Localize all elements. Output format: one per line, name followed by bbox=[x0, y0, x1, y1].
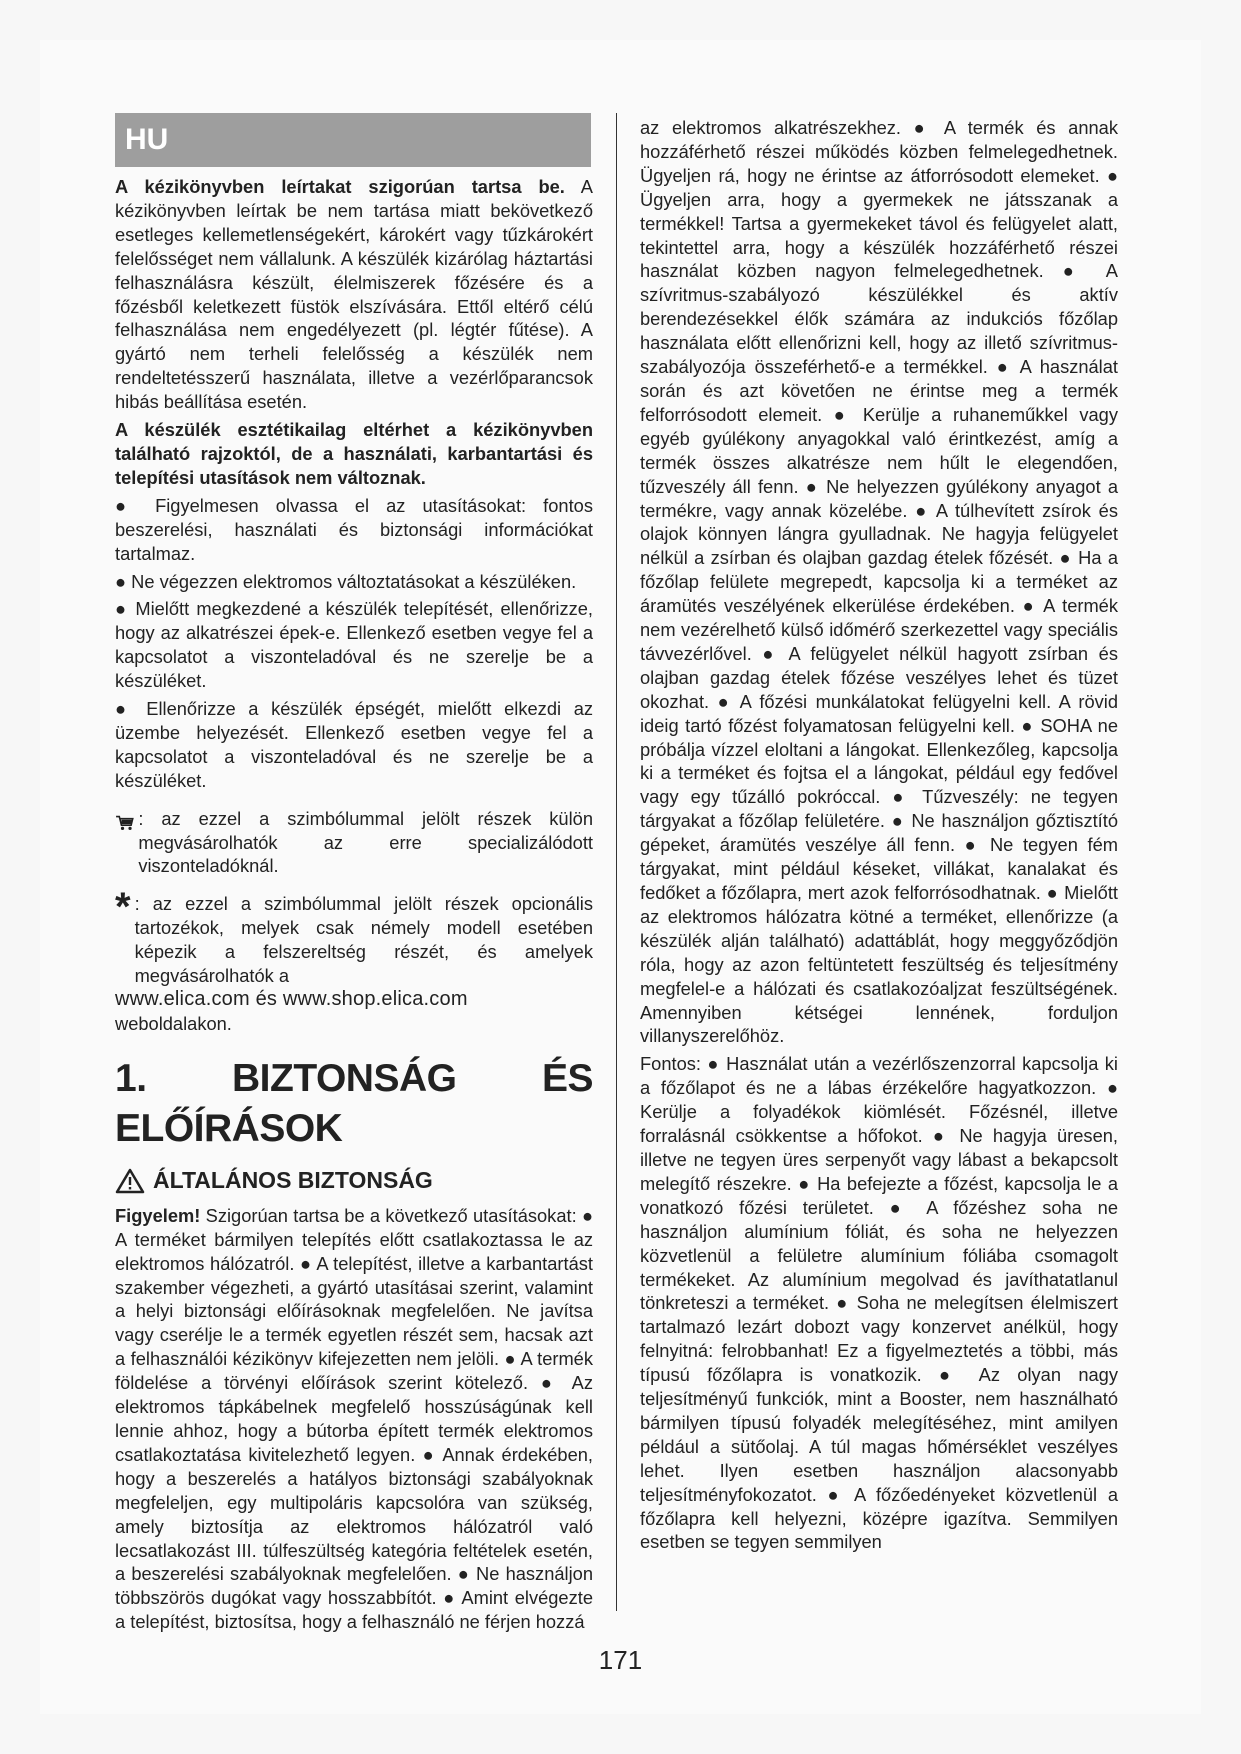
column-divider bbox=[616, 113, 617, 1611]
warning-triangle-icon bbox=[115, 1168, 145, 1194]
bullet-check-parts: ● Mielőtt megkezdené a készülék telepítését, ellenőrizze, hogy az alkatrészei épek-e. Ellenkező esetben vegye fel a kapcsolatot a viszonteladóval és ne szerelje be a készüléket. bbox=[115, 598, 593, 692]
important-paragraph: Fontos: ● Használat után a vezérlőszenzorral kapcsolja ki a főzőlapot és ne a lábas érzékelőre hagyatkozzon. ● Kerülje a folyadékok kiömlését. Főzésnél, illetve forralásnál csökkentse a hőfokot. ● Ne hagyja üresen, illetve ne tegyen üres serpenyőt vagy lábast a bekapcsolt melegítő részekre. ● Ha befejezte a főzést, kapcsolja le a vonatkozó főzési területet. ● A főzéshez soha ne használjon alumínium fóliát, és soha ne helyezzen közvetlenül a felületre alumínium fóliába csomagolt termékeket. Az alumínium megolvad és javíthatatlanul tönkreteszi a terméket. ● Soha ne melegítsen élelmiszert tartalmazó lezárt dobozt vagy konzervet anélkül, hogy felnyitná: felrobbanhat! Ez a figyelmeztetés a többi, más típusú főzőlapra is vonatkozik. ● Az olyan nagy teljesítményű funkciók, mint a Booster, nem használható bármilyen típusú folyadék melegítéséhez, mint amilyen például a sütőolaj. A túl magas hőmérséklet veszélyes lehet. Ilyen esetben használjon alacsonyabb teljesítményfokozatot. ● A főzőedényeket közvetlenül a főzőlapra kell helyezni, középre igazítva. Semmilyen esetben se tegyen semmilyen bbox=[640, 1053, 1118, 1553]
attention-text: Szigorúan tartsa be a következő utasításokat: ● A terméket bármilyen telepítés előtt csatlakoztassa le az elektromos hálózatról. ● A telepítést, illetve a karbantartást szakember végezheti, a gyártó utasításai szerint, valamint a helyi biztonsági előírásoknak megfelelően. Ne javítsa vagy cserélje le a termék egyetlen részét sem, hacsak azt a felhasználói kézikönyv kifejezetten nem jelöli. ● A termék földelése a törvényi előírások szerint kötelező. ● Az elektromos tápkábelnek megfelelő hosszúságúnak kell lennie ahhoz, hogy a bútorba épített termék elektromos csatlakoztatása kivitelezhető legyen. ● Annak érdekében, hogy a beszerelés a hatályos biztonsági szabályoknak megfeleljen, egy multipoláris kapcsolóra van szükség, amely biztosítja az elektromos hálózatról való lecsatlakozást III. túlfeszültség kategória feltételek esetén, a beszerelési szabályoknak megfelelően. ● Ne használjon többszörös dugókat vagy hosszabbítót. ● Amint elvégezte a telepítést, biztosítsa, hogy a felhasználó ne férjen hozzá bbox=[115, 1204, 593, 1633]
general-safety-heading bbox=[115, 1168, 593, 1194]
shop-urls: www.elica.com és www.shop.elica.com bbox=[115, 988, 468, 1010]
bullet-read-instructions: ● Figyelmesen olvassa el az utasításokat: fontos beszerelési, használati és biztonsági információkat tartalmaz. bbox=[115, 494, 593, 564]
general-safety-title: ÁLTALÁNOS BIZTONSÁG bbox=[153, 1166, 433, 1193]
safety-continued-paragraph: az elektromos alkatrészekhez. ● A termék és annak hozzáférhető részei működés közben felmelegedhetnek. Ügyeljen rá, hogy ne érintse az átforrósodott elemeket. ● Ügyeljen arra, hogy a gyermekek ne játsszanak a termékkel! Tartsa a gyermekeket távol és felügyelet alatt, tekintettel arra, hogy a készülék hozzáférhető részei használat közben nagyon felmelegedhetnek. ● A szívritmus-szabályozó készülékkel és aktív berendezésekkel élők számára az indukciós főzőlap használata előtt ellenőrizni kell, hogy az illető szívritmus-szabályozója összeférhető-e a termékkel. ● A használat során és azt követően ne érintse meg a termék felforrósodott elemeit. ● Kerülje a ruhaneműkkel vagy egyéb gyúlékony anyagokkal való érintkezést, amíg a termék összes alkatrésze nem hűlt le elegendően, tűzveszély áll fenn. ● Ne helyezzen gyúlékony anyagot a termékre, vagy annak közelébe. ● A túlhevített zsírok és olajok könnyen lángra gyulladnak. Ne hagyja felügyelet nélkül a zsírban és olajban gazdag ételek főzését. ● Ha a főzőlap felülete megrepedt, kapcsolja ki a terméket az áramütés veszélyének elkerülése érdekében. ● A termék nem vezérelhető külső időmérő szerkezettel vagy speciális távvezérlővel. ● A felügyelet nélkül hagyott zsírban és olajban gazdag ételek főzése veszélyes lehet és tüzet okozhat. ● A főzési munkálatokat felügyelni kell. A rövid ideig tartó főzést folyamatosan felügyelni kell. ● SOHA ne próbálja vízzel eloltani a lángokat. Ellenkezőleg, kapcsolja ki a terméket és fojtsa el a lángokat, például egy fedővel vagy egy tűzálló pokróccal. ● Tűzveszély: ne tegyen tárgyakat a főzőlap felületére. ● Ne használjon gőztisztító gépeket, áramütés veszélye áll fenn. ● Ne tegyen fém tárgyakat, mint például késeket, villákat, kanalakat és fedőket a főzőlapra, mert azok felforrósodhatnak. ● Mielőtt az elektromos hálózatra kötné a terméket, ellenőrizze (a készülék alján található) adattáblát, hogy meggyőződjön róla, hogy az azon feltüntetett feszültség és teljesítmény megfelel-e a hálózati és csatlakozóaljzat feszültségének. Amennyiben kétségei lennének, forduljon villanyszerelőhöz. bbox=[640, 117, 1118, 1047]
bullet-check-integrity: ● Ellenőrizze a készülék épségét, mielőtt elkezdi az üzembe helyezését. Ellenkező esetben vegye fel a kapcsolatot a viszonteladóval és ne szerelje be a készüléket. bbox=[115, 698, 593, 791]
attention-paragraph bbox=[115, 1204, 593, 1634]
section-title: 1. BIZTONSÁG ÉS ELŐÍRÁSOK bbox=[115, 1056, 593, 1150]
intro-bold: A kézikönyvben leírtakat szigorúan tartsa be. bbox=[115, 176, 565, 197]
right-column bbox=[640, 116, 1118, 1558]
star-symbol-note bbox=[115, 885, 593, 988]
language-header: HU bbox=[115, 113, 591, 167]
bullet-no-electrical-changes: ● Ne végezzen elektromos változtatásokat a készüléken. bbox=[115, 570, 577, 592]
attention-bold: Figyelem! bbox=[115, 1204, 201, 1226]
cart-symbol-text: : az ezzel a szimbólummal jelölt részek külön megvásárolhatók az erre specializálódott viszonteladóknál. bbox=[138, 807, 593, 877]
cart-symbol-note bbox=[115, 807, 593, 879]
intro-paragraph bbox=[115, 175, 593, 414]
asterisk-icon: * bbox=[115, 885, 131, 930]
page-number: 171 bbox=[598, 1645, 643, 1675]
aesthetic-note: A készülék esztétikailag eltérhet a kézikönyvben található rajzoktól, de a használati, karbantartási és telepítési utasítások nem változnak. bbox=[115, 419, 593, 488]
shop-urls-tail: weboldalakon. bbox=[115, 1012, 232, 1034]
left-column bbox=[115, 175, 593, 1638]
star-symbol-text: : az ezzel a szimbólummal jelölt részek opcionális tartozékok, melyek csak némely modell esetében képezik a felszereltség részét, és amelyek megvásárolhatók a bbox=[134, 893, 593, 987]
shopping-cart-icon bbox=[115, 807, 134, 839]
intro-text: A kézikönyvben leírtak be nem tartása miatt bekövetkező esetleges kellemetlenségekért, károkért vagy tűzkárokért felelősséget nem vállalunk. A készülék kizárólag háztartási felhasználásra készült, élelmiszerek főzésére és a főzésből keletkezett füstök elszívására. Ettől eltérő célú felhasználása nem engedélyezett (pl. légtér fűtése). A gyártó nem terheli felelősség a készülék nem rendeltetésszerű használata, illetve a vezérlőparancsok hibás beállítása esetén. bbox=[115, 176, 594, 413]
